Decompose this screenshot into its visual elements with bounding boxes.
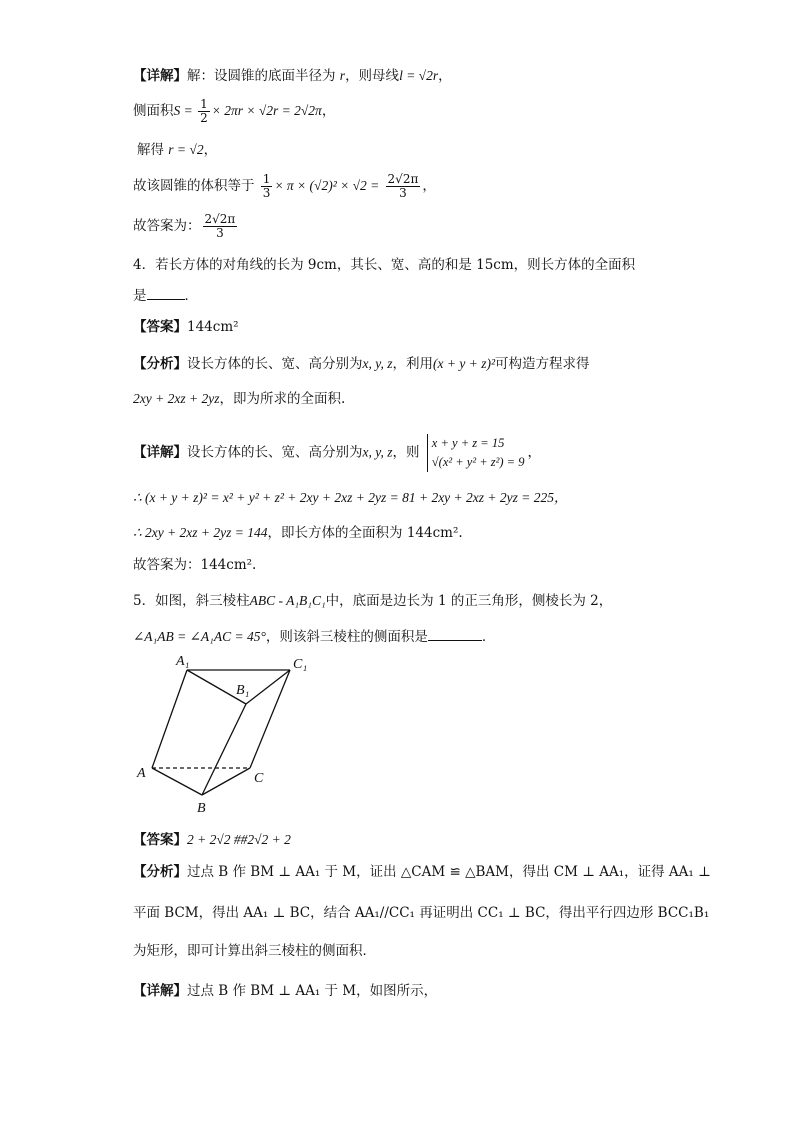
q4-analysis: 【分析】设长方体的长、宽、高分别为x, y, z，利用(x + y + z)²可构造方程求得 <box>133 356 590 372</box>
q5-stem-a: 5．如图，斜三棱柱ABC - A₁B₁C₁中，底面是边长为 1 的正三角形，侧棱长为 2， <box>133 593 613 609</box>
q4-step-2: ∴ 2xy + 2xz + 2yz = 144，即长方体的全面积为 144cm². <box>133 525 463 541</box>
q5-analysis-3: 为矩形，即可计算出斜三棱柱的侧面积． <box>133 943 376 959</box>
label-C: C <box>254 771 264 786</box>
math-expr: × 2πr × √2r = 2√2π <box>211 103 322 118</box>
q5-detail: 【详解】过点 B 作 BM ⊥ AA₁ 于 M，如图所示， <box>133 983 438 999</box>
prism-figure <box>132 652 332 817</box>
math-expr: r = √2 <box>168 142 204 157</box>
q4-step-1: ∴ (x + y + z)² = x² + y² + z² + 2xy + 2xz + 2yz = 81 + 2xy + 2xz + 2yz = 225， <box>133 490 568 505</box>
q4-final: 故答案为：144cm². <box>133 557 257 573</box>
solution-line-5 <box>133 213 239 240</box>
text: 解得 <box>137 142 164 158</box>
math-expr: l = √2r <box>399 68 439 83</box>
solution-line-4: 故该圆锥的体积等于 $\frac{1}{3}$ × π × (√2)² × √2 = $\frac{2√2\pi}{3}$ ， <box>133 172 436 200</box>
answer-tag: 【答案】 <box>133 832 187 848</box>
answer-blank <box>428 628 482 641</box>
fraction: $\frac{2√2\pi}{3}$ <box>387 172 419 200</box>
equation-system: x + y + z = 15 √(x² + y² + z²) = 9 <box>427 434 525 472</box>
q4-answer <box>133 318 239 336</box>
q5-stem-b: ∠A₁AB = ∠A₁AC = 45°，则该斜三棱柱的侧面积是 ． <box>133 629 496 645</box>
fraction: $\frac{1}{2}$ <box>200 97 208 125</box>
label-A: A <box>137 766 146 781</box>
edge-AA1 <box>152 670 187 768</box>
math-expr: × π × (√2)² × √2 = <box>274 178 380 193</box>
answer-tag: 【答案】 <box>133 319 187 335</box>
q4-detail: 【详解】设长方体的长、宽、高分别为x, y, z，则 x + y + z = 15 √(x² + y² + z²) = 9 ， <box>133 434 541 472</box>
text: 故答案为： <box>133 218 201 234</box>
label-B: B <box>197 801 206 816</box>
q4-analysis-2: 2xy + 2xz + 2yz，即为所求的全面积. <box>133 391 346 407</box>
fraction: $\frac{1}{3}$ <box>262 172 271 200</box>
q5-analysis-2: 平面 BCM，得出 AA₁ ⊥ BC，结合 AA₁//CC₁ 再证明出 CC₁ ⊥ BC，得出平行四边形 BCC₁B₁ <box>133 905 710 921</box>
q5-analysis-1: 【分析】过点 B 作 BM ⊥ AA₁ 于 M，证出 △CAM ≌ △BAM，得出 CM ⊥ AA₁，证得 AA₁ ⊥ <box>133 864 711 880</box>
label-C1: C₁ <box>293 657 308 672</box>
answer-value: 2 + 2√2 ##2√2 + 2 <box>187 832 291 847</box>
q5-answer <box>133 831 291 849</box>
label-B1: B₁ <box>236 683 250 698</box>
q4-stem-b: 是 ． <box>133 288 198 304</box>
solution-line-1: 【详解】解：设圆锥的底面半径为 r，则母线l = √2r， <box>133 68 452 84</box>
text: 侧面积 <box>133 103 174 119</box>
text: 故该圆锥的体积等于 <box>133 178 255 194</box>
answer-value: 144cm² <box>187 319 239 335</box>
solution-line-2: 侧面积S = $\frac{1}{2}$ × 2πr × √2r = 2√2π， <box>133 97 336 125</box>
detail-tag: 【详解】 <box>133 983 187 999</box>
detail-tag: 【详解】 <box>133 68 187 84</box>
text: 解：设圆锥的底面半径为 <box>187 68 336 84</box>
math-expr: S = <box>173 103 197 118</box>
text: ，则母线 <box>345 68 400 84</box>
analysis-tag: 【分析】 <box>133 356 187 372</box>
solution-line-3: 解得 r = √2， <box>137 142 218 158</box>
edge-AB <box>152 768 202 795</box>
fraction: $\frac{2√2\pi}{3}$ <box>204 212 236 240</box>
edge-BB1 <box>202 704 246 795</box>
math-r: r <box>339 68 346 83</box>
analysis-tag: 【分析】 <box>133 864 187 880</box>
detail-tag: 【详解】 <box>133 444 187 461</box>
q4-stem-a: 4．若长方体的对角线的长为 9cm，其长、宽、高的和是 15cm，则长方体的全面积 <box>133 257 636 273</box>
label-A1: A₁ <box>176 654 190 669</box>
answer-blank <box>147 287 185 300</box>
